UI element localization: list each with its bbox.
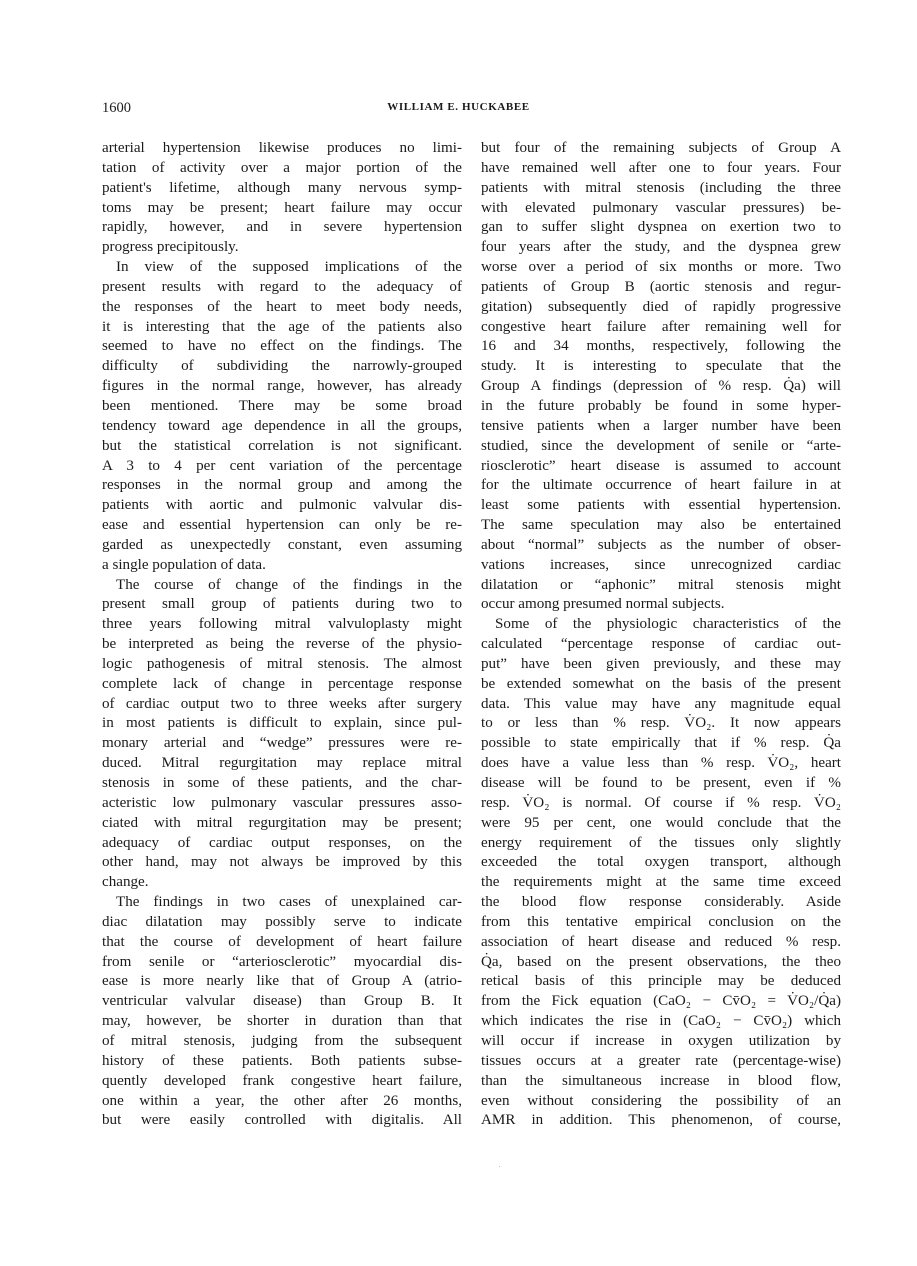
text-line: arterial hypertension likewise produces no limi- bbox=[102, 140, 462, 156]
text-line: the requirements might at the same time exceed bbox=[481, 874, 841, 891]
text-line: studied, since the development of senile or “arte- bbox=[481, 437, 841, 454]
text-line: study. It is interesting to speculate that the bbox=[481, 358, 841, 375]
text-line: The findings in two cases of unexplained car- bbox=[116, 894, 462, 911]
text-line: possible to state empirically that if % resp. Q̇a bbox=[481, 735, 841, 752]
text-line: patients of Group B (aortic stenosis and regur- bbox=[481, 278, 841, 295]
text-line: for the ultimate occurrence of heart failure in at bbox=[481, 477, 841, 494]
text-line: AMR in addition. This phenomenon, of course, bbox=[481, 1112, 841, 1129]
text-line: a single population of data. bbox=[102, 556, 266, 573]
text-line: stenosis in some of these patients, and the char- bbox=[102, 775, 462, 791]
text-line: but the statistical correlation is not significant. bbox=[102, 437, 462, 454]
text-line: even without considering the possibility of an bbox=[481, 1092, 841, 1109]
text-line: of cardiac output two to three weeks after surgery bbox=[102, 695, 462, 712]
text-line: may, however, be shorter in duration than that bbox=[102, 1013, 462, 1030]
text-line: were 95 per cent, one would conclude that the bbox=[481, 814, 841, 831]
text-line: present results with regard to the adequacy of bbox=[102, 278, 462, 295]
text-line: duced. Mitral regurgitation may replace mitral bbox=[102, 755, 462, 772]
text-line: resp. V̇O₂ is normal. Of course if % resp. V̇O₂ bbox=[481, 794, 841, 811]
text-line: to or less than % resp. V̇O₂. It now appears bbox=[481, 715, 841, 732]
text-line: from senile or “arteriosclerotic” myocardial dis- bbox=[102, 953, 462, 970]
text-line: four years after the study, and the dyspnea grew bbox=[481, 239, 841, 256]
text-line: from this tentative empirical conclusion on the bbox=[481, 913, 841, 930]
right-column bbox=[481, 139, 841, 1131]
text-line: be extended somewhat on the basis of the present bbox=[481, 675, 841, 692]
text-line: monary arterial and “wedge” pressures were re- bbox=[102, 735, 462, 752]
text-line: diac dilatation may possibly serve to indicate bbox=[102, 913, 462, 930]
text-line: retical basis of this principle may be deduced bbox=[481, 973, 841, 990]
text-line: the blood flow response considerably. Aside bbox=[481, 894, 841, 911]
text-line: of mitral stenosis, judging from the subsequent bbox=[102, 1032, 462, 1049]
text-line: adequacy of cardiac output responses, on the bbox=[102, 834, 462, 851]
text-line: The course of change of the findings in the bbox=[116, 576, 462, 593]
text-line: three years following mitral valvuloplasty might bbox=[102, 616, 462, 633]
text-line: change. bbox=[102, 874, 149, 891]
text-line: figures in the normal range, however, has already bbox=[102, 378, 462, 395]
text-line: put” have been given previously, and these may bbox=[481, 655, 841, 672]
text-line: vations increases, since unrecognized cardiac bbox=[481, 556, 841, 573]
left-column bbox=[102, 139, 462, 1131]
text-line: patients with mitral stenosis (including the three bbox=[481, 179, 841, 196]
text-line: occur among presumed normal subjects. bbox=[481, 596, 725, 613]
text-line: ease is more nearly like that of Group A (atrio- bbox=[102, 973, 462, 990]
text-line: worse over a period of six months or more. Two bbox=[481, 259, 841, 276]
text-line: garded as unexpectedly constant, even assuming bbox=[102, 536, 462, 553]
text-line: patient's lifetime, although many nervous symp- bbox=[102, 179, 462, 196]
text-line: one within a year, the other after 26 months, bbox=[102, 1092, 462, 1109]
text-line: ciated with mitral regurgitation may be present; bbox=[102, 814, 462, 831]
text-line: in the future probably be found in some hyper- bbox=[481, 397, 841, 414]
text-line: acteristic low pulmonary vascular pressures asso- bbox=[102, 794, 462, 811]
text-line: responses in the normal group and among the bbox=[102, 477, 462, 494]
text-line: disease will be found to be present, even if % bbox=[481, 775, 841, 791]
text-line: riosclerotic” heart disease is assumed to account bbox=[481, 457, 841, 474]
text-line: present small group of patients during two to bbox=[102, 596, 462, 613]
text-line: congestive heart failure after remaining well for bbox=[481, 318, 841, 335]
text-line: exceeded the total oxygen transport, although bbox=[481, 854, 841, 871]
text-line: The same speculation may also be entertained bbox=[481, 517, 841, 534]
scan-speck bbox=[499, 1166, 500, 1167]
text-line: least some patients with essential hypertension. bbox=[481, 497, 841, 514]
text-line: dilatation or “aphonic” mitral stenosis might bbox=[481, 576, 841, 593]
text-line: 16 and 34 months, respectively, following the bbox=[481, 338, 841, 355]
text-line: In view of the supposed implications of the bbox=[116, 259, 462, 276]
text-line: patients with aortic and pulmonic valvular dis- bbox=[102, 497, 462, 514]
text-line: tensive patients when a larger number have been bbox=[481, 417, 841, 434]
text-line: tation of activity over a major portion of the bbox=[102, 159, 462, 176]
text-line: that the course of development of heart failure bbox=[102, 933, 462, 950]
text-line: tissues occurs at a greater rate (percentage-wise) bbox=[481, 1052, 841, 1069]
text-line: with elevated pulmonary vascular pressures) be- bbox=[481, 199, 841, 216]
text-line: the responses of the heart to meet body needs, bbox=[102, 298, 462, 315]
text-line: complete lack of change in percentage response bbox=[102, 675, 462, 692]
text-line: association of heart disease and reduced % resp. bbox=[481, 933, 841, 950]
text-line: toms may be present; heart failure may occur bbox=[102, 199, 462, 216]
text-line: seemed to have no effect on the findings. The bbox=[102, 338, 462, 355]
text-line: energy requirement of the tissues only slightly bbox=[481, 834, 841, 851]
text-line: in most patients is difficult to explain, since pul- bbox=[102, 715, 462, 732]
text-line: calculated “percentage response of cardiac out- bbox=[481, 636, 841, 653]
text-line: gitation) subsequently died of rapidly progressive bbox=[481, 298, 841, 315]
text-line: it is interesting that the age of the patients also bbox=[102, 318, 462, 335]
text-line: Some of the physiologic characteristics of the bbox=[495, 616, 841, 633]
text-line: Q̇a, based on the present observations, the theo bbox=[481, 953, 841, 970]
text-line: logic pathogenesis of mitral stenosis. The almost bbox=[102, 655, 462, 672]
text-line: have remained well after one to four years. Four bbox=[481, 159, 841, 176]
text-line: quently developed frank congestive heart failure, bbox=[102, 1072, 462, 1089]
text-line: will occur if increase in oxygen utilization by bbox=[481, 1032, 841, 1049]
text-line: ventricular valvular disease) than Group B. It bbox=[102, 993, 462, 1010]
text-line: which indicates the rise in (CaO₂ − Cv̄O₂) which bbox=[481, 1013, 841, 1030]
text-line: difficulty of subdividing the narrowly-grouped bbox=[102, 358, 462, 375]
text-line: progress precipitously. bbox=[102, 239, 239, 256]
text-line: from the Fick equation (CaO₂ − Cv̄O₂ = V̇O₂/Q̇a) bbox=[481, 993, 841, 1010]
text-line: been mentioned. There may be some broad bbox=[102, 397, 462, 414]
text-line: but four of the remaining subjects of Group A bbox=[481, 140, 841, 156]
text-line: data. This value may have any magnitude equal bbox=[481, 695, 841, 712]
running-head: WILLIAM E. HUCKABEE bbox=[387, 101, 530, 113]
text-line: tendency toward age dependence in all the groups, bbox=[102, 417, 462, 434]
text-line: Group A findings (depression of % resp. Q̇a) will bbox=[481, 378, 841, 395]
page-number: 1600 bbox=[102, 100, 131, 116]
text-line: rapidly, however, and in severe hypertension bbox=[102, 219, 462, 236]
text-line: history of these patients. Both patients subse- bbox=[102, 1052, 462, 1069]
text-line: but were easily controlled with digitalis. All bbox=[102, 1112, 462, 1129]
text-line: ease and essential hypertension can only be re- bbox=[102, 517, 462, 534]
text-line: than the simultaneous increase in blood flow, bbox=[481, 1072, 841, 1089]
text-line: other hand, may not always be improved by this bbox=[102, 854, 462, 871]
text-line: does have a value less than % resp. V̇O₂, heart bbox=[481, 755, 841, 772]
text-line: be interpreted as being the reverse of the physio- bbox=[102, 636, 462, 653]
text-line: gan to suffer slight dyspnea on exertion two to bbox=[481, 219, 841, 236]
text-line: about “normal” subjects as the number of obser- bbox=[481, 536, 841, 553]
text-line: A 3 to 4 per cent variation of the percentage bbox=[102, 457, 462, 474]
